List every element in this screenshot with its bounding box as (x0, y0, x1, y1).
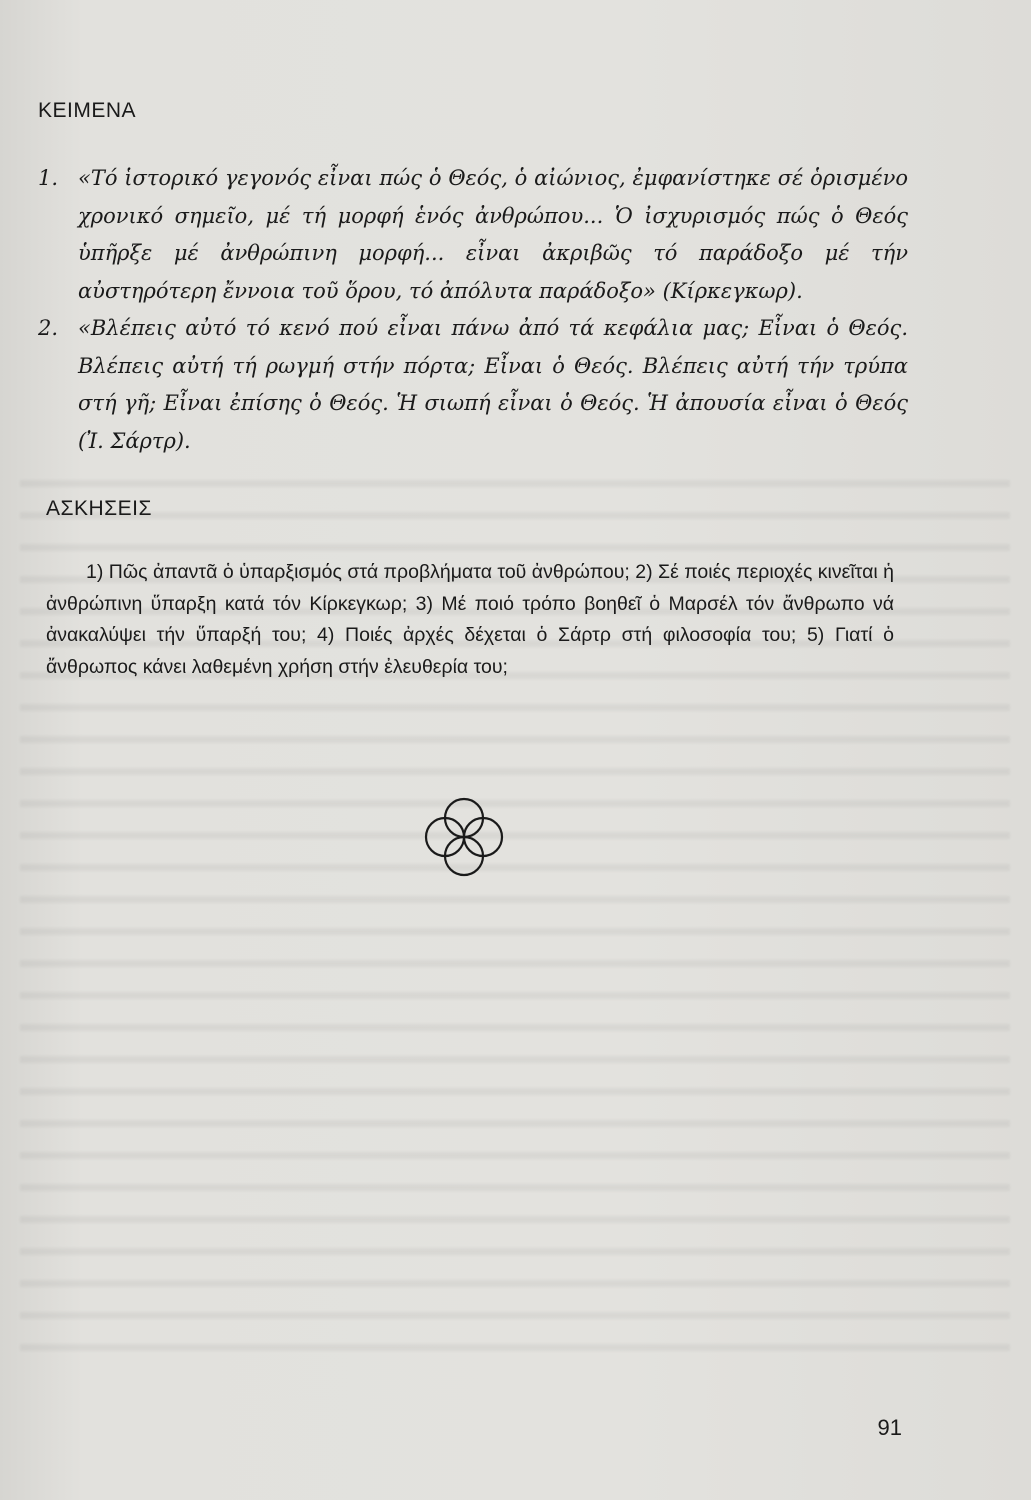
quatrefoil-ornament-icon (414, 787, 514, 887)
section-heading-texts: ΚΕΙΜΕΝΑ (38, 99, 137, 122)
text-item-content: «Βλέπεις αὐτό τό κενό πού εἶναι πάνω ἀπό τά κεφάλια μας; Εἶναι ὁ Θεός. Βλέπεις αὐτή τή ρωγμή στήν πόρτα; Εἶναι ὁ Θεός. Βλέπεις αὐτή τήν τρύπα στή γῆ; Εἶναι ἐπίσης ὁ Θεός. Ἡ σιωπή εἶναι ὁ Θεός. Ἡ ἀπουσία εἶναι ὁ Θεός (Ἰ. Σάρτρ). (78, 316, 908, 453)
page-number: 91 (877, 1415, 902, 1440)
texts-list (38, 160, 908, 460)
text-item-content: «Τό ἱστορικό γεγονός εἶναι πώς ὁ Θεός, ὁ αἰώνιος, ἐμφανίστηκε σέ ὁρισμένο χρονικό σημεῖο, μέ τή μορφή ἑνός ἀνθρώπου... Ὁ ἰσχυρισμός πώς ὁ Θεός ὑπῆρξε μέ ἀνθρώπινη μορφή... εἶναι ἀκριβῶς τό παράδοξο μέ τήν αὐστηρότερη ἔννοια τοῦ ὅρου, τό ἀπόλυτα παράδοξο» (Κίρκεγκωρ). (78, 166, 908, 303)
section-heading-exercises: ΑΣΚΗΣΕΙΣ (46, 497, 152, 520)
text-item-number: 2. (38, 316, 59, 340)
exercises-paragraph: 1) Πῶς ἀπαντᾶ ὁ ὑπαρξισμός στά προβλήματα τοῦ ἀνθρώπου; 2) Σέ ποιές περιοχές κινεῖται ἡ ἀνθρώπινη ὕπαρξη κατά τόν Κίρκεγκωρ; 3) Μέ ποιό τρόπο βοηθεῖ ὁ Μαρσέλ τόν ἄνθρωπο νά ἀνακαλύψει τήν ὕπαρξή του; 4) Ποιές ἀρχές δέχεται ὁ Σάρτρ στή φιλοσοφία του; 5) Γιατί ὁ ἄνθρωπος κάνει λαθεμένη χρήση στήν ἐλευθερία του; (46, 561, 894, 678)
text-item (38, 310, 908, 460)
text-item (38, 160, 908, 310)
text-item-number: 1. (38, 166, 59, 190)
